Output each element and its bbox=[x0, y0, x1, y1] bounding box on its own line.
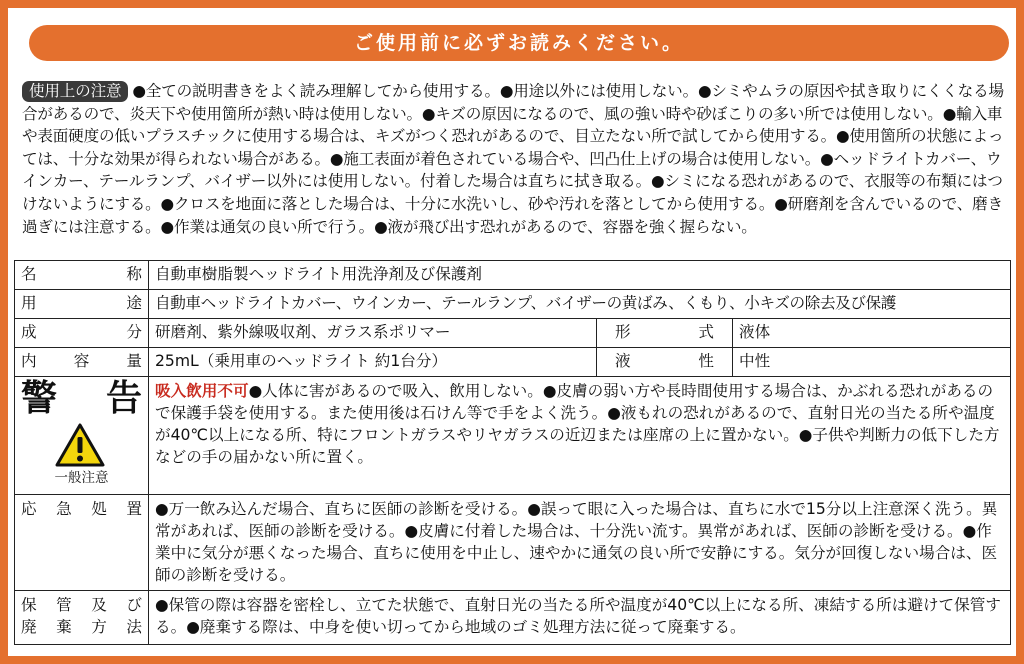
name-label: 名称 bbox=[21, 265, 142, 283]
ingredients-label: 成分 bbox=[21, 323, 142, 341]
form-value: 液体 bbox=[733, 319, 1011, 348]
precautions-label: 使用上の注意 bbox=[22, 81, 128, 102]
volume-label-cell bbox=[15, 348, 149, 377]
storage-label-1: 保管及び bbox=[21, 596, 142, 614]
ph-value: 中性 bbox=[733, 348, 1011, 377]
row-first-aid bbox=[15, 495, 1011, 591]
general-caution-label: 一般注意 bbox=[54, 470, 109, 486]
warning-triangle-icon bbox=[55, 423, 105, 467]
ph-label-cell bbox=[597, 348, 733, 377]
ingredients-value: 研磨剤、紫外線吸収剤、ガラス系ポリマー bbox=[149, 319, 597, 348]
warning-text-cell bbox=[149, 377, 1011, 495]
warning-text: ●人体に害があるので吸入、飲用しない。●皮膚の弱い方や長時間使用する場合は、かぶれる恐れがあるので保護手袋を使用する。また使用後は石けん等で手をよく洗う。●液もれの恐れがあるので、直射日光の当たる所や温度が40℃以上になる所、特にフロントガラスやリヤガラスの近辺または座席の上に置かない。●子供や判断力の低下した方などの手の届かない所に置く。 bbox=[155, 382, 1000, 466]
usage-label: 用途 bbox=[21, 294, 142, 312]
storage-label-2: 廃棄方法 bbox=[21, 618, 142, 636]
warning-title-2: 告 bbox=[105, 378, 142, 419]
first-aid-text: ●万一飲み込んだ場合、直ちに医師の診断を受ける。●誤って眼に入った場合は、直ちに水で15分以上注意深く洗う。異常があれば、医師の診断を受ける。●皮膚に付着した場合は、十分洗い流す。異常があれば、医師の診断を受ける。●作業中に気分が悪くなった場合、直ちに使用を中止し、速やかに通気の良い所で安静にする。気分が回復しない場合は、医師の診断を受ける。 bbox=[149, 495, 1011, 591]
form-label: 形式 bbox=[615, 323, 714, 341]
warning-title-1: 警 bbox=[21, 378, 58, 419]
storage-label-cell bbox=[15, 591, 149, 645]
no-inhale-no-drink: 吸入飲用不可 bbox=[155, 382, 249, 400]
first-aid-label: 応急処置 bbox=[21, 500, 142, 518]
name-label-cell bbox=[15, 261, 149, 290]
read-before-use-banner: ご使用前に必ずお読みください。 bbox=[29, 25, 1009, 61]
usage-precautions bbox=[22, 80, 1012, 238]
usage-label-cell bbox=[15, 290, 149, 319]
volume-value: 25mL（乗用車のヘッドライト 約1台分） bbox=[149, 348, 597, 377]
product-spec-table bbox=[14, 260, 1011, 645]
storage-text: ●保管の際は容器を密栓し、立てた状態で、直射日光の当たる所や温度が40℃以上になる所、凍結する所は避けて保管する。●廃棄する際は、中身を使い切ってから地域のゴミ処理方法に従って廃棄する。 bbox=[149, 591, 1011, 645]
warning-label-cell bbox=[15, 377, 149, 495]
ingredients-label-cell bbox=[15, 319, 149, 348]
row-name bbox=[15, 261, 1011, 290]
row-ingredients bbox=[15, 319, 1011, 348]
warning-title bbox=[21, 379, 142, 419]
precautions-text: ●全ての説明書きをよく読み理解してから使用する。●用途以外には使用しない。●シミやムラの原因や拭き取りにくくなる場合があるので、炎天下や使用箇所が熱い時は使用しない。●キズの原因になるので、風の強い時や砂ぼこりの多い所では使用しない。●輸入車や表面硬度の低いプラスチックに使用する場合は、キズがつく恐れがあるので、目立たない所で試してから使用する。●使用箇所の状態によっては、十分な効果が得られない場合がある。●施工表面が着色されている場合や、凹凸仕上げの場合は使用しない。●ヘッドライトカバー、ウインカー、テールランプ、バイザー以外には使用しない。付着した場合は直ちに拭き取る。●シミになる恐れがあるので、衣服等の布類にはつけないようにする。●クロスを地面に落とした場合は、十分に水洗いし、砂や汚れを落としてから使用する。●研磨剤を含んでいるので、磨き過ぎには注意する。●作業は通気の良い所で行う。●液が飛び出す恐れがあるので、容器を強く握らない。 bbox=[22, 82, 1004, 236]
name-value: 自動車樹脂製ヘッドライト用洗浄剤及び保護剤 bbox=[149, 261, 1011, 290]
first-aid-label-cell bbox=[15, 495, 149, 591]
row-storage bbox=[15, 591, 1011, 645]
usage-value: 自動車ヘッドライトカバー、ウインカー、テールランプ、バイザーの黄ばみ、くもり、小キズの除去及び保護 bbox=[149, 290, 1011, 319]
row-warning bbox=[15, 377, 1011, 495]
row-volume bbox=[15, 348, 1011, 377]
volume-label: 内容量 bbox=[21, 352, 142, 370]
row-usage bbox=[15, 290, 1011, 319]
form-label-cell bbox=[597, 319, 733, 348]
ph-label: 液性 bbox=[615, 352, 714, 370]
